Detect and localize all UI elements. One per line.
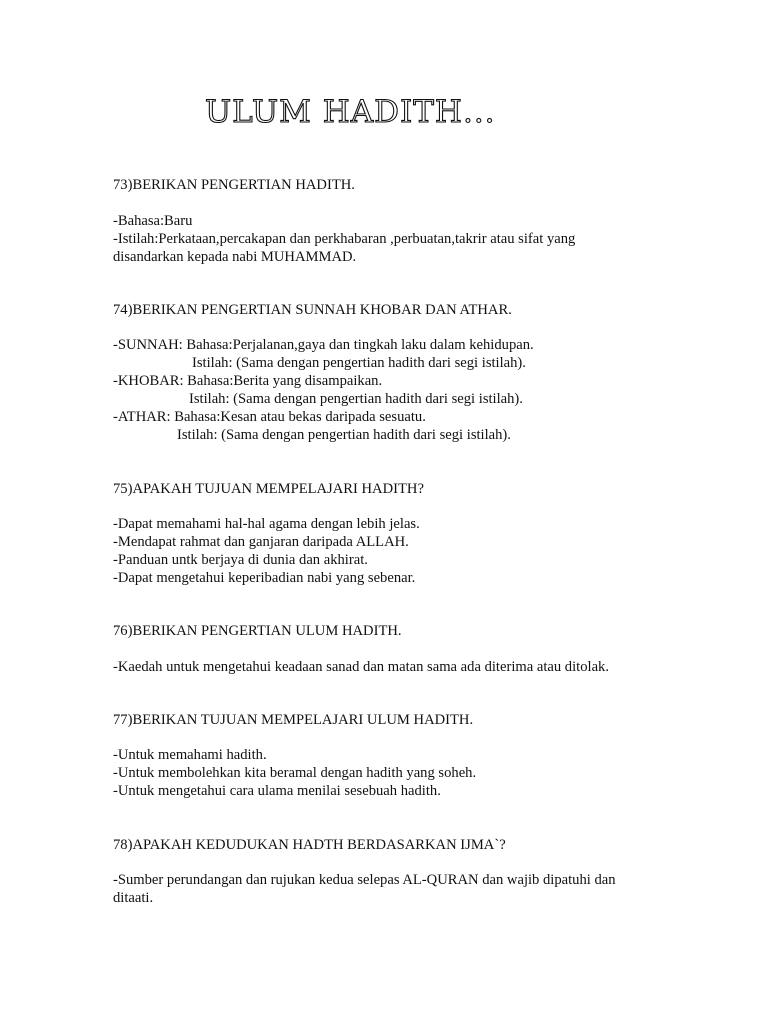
section-75-line-4: -Dapat mengetahui keperibadian nabi yang sebenar.: [113, 570, 416, 586]
section-74-line-5: -ATHAR: Bahasa:Kesan atau bekas daripada sesuatu.: [113, 409, 426, 425]
section-75-heading: 75)APAKAH TUJUAN MEMPELAJARI HADITH?: [113, 481, 424, 497]
section-74-line-4: Istilah: (Sama dengan pengertian hadith dari segi istilah).: [189, 391, 523, 407]
section-73-line-3: disandarkan kepada nabi MUHAMMAD.: [113, 249, 357, 265]
section-73-line-1: -Bahasa:Baru: [113, 213, 193, 229]
section-74-line-6: Istilah: (Sama dengan pengertian hadith dari segi istilah).: [177, 427, 511, 443]
section-76-heading: 76)BERIKAN PENGERTIAN ULUM HADITH.: [113, 623, 402, 639]
section-74-line-1: -SUNNAH: Bahasa:Perjalanan,gaya dan tingkah laku dalam kehidupan.: [113, 337, 534, 353]
section-77-heading: 77)BERIKAN TUJUAN MEMPELAJARI ULUM HADITH.: [113, 712, 474, 728]
section-77-line-3: -Untuk mengetahui cara ulama menilai sesebuah hadith.: [113, 783, 441, 799]
section-78-heading: 78)APAKAH KEDUDUKAN HADTH BERDASARKAN IJMA`?: [113, 837, 506, 853]
document-title: ULUM HADITH...: [205, 94, 496, 130]
section-75-line-2: -Mendapat rahmat dan ganjaran daripada ALLAH.: [113, 534, 409, 550]
section-75-line-3: -Panduan untk berjaya di dunia dan akhirat.: [113, 552, 368, 568]
section-73-line-2: -Istilah:Perkataan,percakapan dan perkhabaran ,perbuatan,takrir atau sifat yang: [113, 231, 576, 247]
section-73-heading: 73)BERIKAN PENGERTIAN HADITH.: [113, 177, 355, 193]
section-77-line-1: -Untuk memahami hadith.: [113, 747, 267, 763]
section-76-line-1: -Kaedah untuk mengetahui keadaan sanad dan matan sama ada diterima atau ditolak.: [113, 659, 609, 675]
section-78-line-1: -Sumber perundangan dan rujukan kedua selepas AL-QURAN dan wajib dipatuhi dan: [113, 872, 616, 888]
section-74-line-2: Istilah: (Sama dengan pengertian hadith dari segi istilah).: [192, 355, 526, 371]
section-74-line-3: -KHOBAR: Bahasa:Berita yang disampaikan.: [113, 373, 383, 389]
section-78-line-2: ditaati.: [113, 890, 154, 906]
section-74-heading: 74)BERIKAN PENGERTIAN SUNNAH KHOBAR DAN ATHAR.: [113, 302, 512, 318]
section-75-line-1: -Dapat memahami hal-hal agama dengan lebih jelas.: [113, 516, 420, 532]
section-77-line-2: -Untuk membolehkan kita beramal dengan hadith yang soheh.: [113, 765, 477, 781]
